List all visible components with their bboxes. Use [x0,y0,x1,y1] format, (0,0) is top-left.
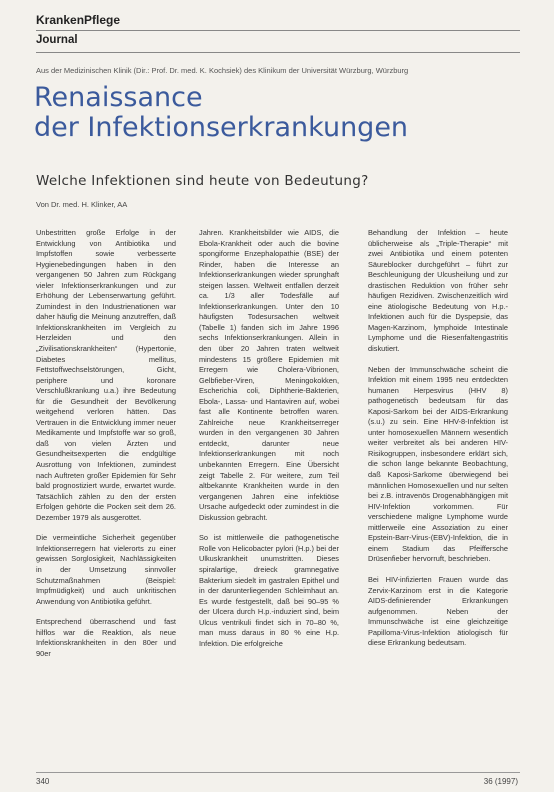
text-column-2 [199,228,339,659]
paragraph: Entsprechend überraschend und fast hilflos war die Reaktion, als neue Infektionskrankheiten in den 80er und 90er [36,617,176,658]
article-subtitle: Welche Infektionen sind heute von Bedeutung? [36,173,369,189]
paragraph: Bei HIV-infizierten Frauen wurde das Zervix-Karzinom erst in die Kategorie AIDS-definierender Erkrankungen aufgenommen. Neben der Immunschwäche ist eine gleichzeitige Papilloma-Virus-Infektion ätiologisch für diese Erkrankung bedeutsam. [368,574,508,648]
paragraph: Unbestritten große Erfolge in der Entwicklung von Antibiotika und Impfstoffen sowie verbesserte Hygienebedingungen haben in den vergangenen 50 Jahren zum Rückgang vieler Infektionserkrankungen und zur Erhöhung der Lebenserwartung geführt. Zumindest in den Industrienationen war daher häufig die Meinung anzutreffen, daß Infektionskrankheiten im Vergleich zu Herzleiden und den „Zivilisationskrankheiten“ (Hypertonie, Diabetes mellitus, Fettstoffwechselstörungen, Gicht, periphere und koronare Verschlußkrankung u.a.) ihre Bedeutung für die Gesundheit der Bevölkerung weitgehend verloren hätten. Das Vertrauen in die Entwicklung immer neuer Medikamente und Impfstoffe war so groß, daß von vielen Ärzten und Gesundheitsexperten die endgültige Ausrottung von Infektionen, zumindest nach Auftreten großer Epidemien für Sehr bald prognostiziert wurde, erwartet wurde. Tatsächlich zählen zu den der ersten Erfolgen gehörte die Pocken seit dem 26. Dezember 1979 als ausgerottet. [36,228,176,522]
title-line: der Infektionserkrankungen [34,112,409,143]
page-number: 340 [36,777,50,786]
author-line: Von Dr. med. H. Klinker, AA [36,200,128,209]
paragraph: Jahren. Krankheitsbilder wie AIDS, die Ebola-Krankheit oder auch die bovine spongiforme Enzephalopathie (BSE) der Rinder, haben die Interesse an Infektionserkrankungen wieder sprunghaft steigen lassen. Weltweit entfallen derzeit ca. 1/3 aller Todesfälle auf Infektionserkrankungen. Unter den 10 häufigsten Todesursachen weltweit (Tabelle 1) fanden sich im Jahre 1996 sechs Infektionserkrankungen. Allein in den über 20 Jahren traten weltweit mindestens 15 größere Epidemien mit Erregern wie Cholera-Vibrionen, Gelbfieber-Viren, Meningokokken, Escherichia coli, Diphtherie-Bakterien, Ebola-, Lassa- und Hantaviren auf, wobei fast alle Kontinente betroffen waren. Zahlreiche neue Krankheitserreger wurden in den vergangenen 30 Jahren entdeckt, darunter neue Infektionserkrankungen mit noch unbekannten Erregern. Eine Übersicht zeigt Tabelle 2. Für weitere, zum Teil altbekannte Krankheiten wurde in den vergangenen Jahren eine infektiöse Ursache aufgedeckt oder zumindest in die Diskussion gebracht. [199,228,339,522]
header-divider [36,30,520,31]
paragraph: Neben der Immunschwäche scheint die Infektion mit einem 1995 neu entdeckten humanen Herpesvirus (HHV 8) pathogenetisch bedeutsam für das Kaposi-Sarkom bei der AIDS-Erkrankung (s.u.) zu sein. Eine HHV-8-Infektion ist unter homosexuellen Männern wesentlich weiter verbreitet als bei anderen HIV-Risikogruppen, insbesondere erklärt sich, die schon lange bekannte Beobachtung, daß Kaposi-Sarkome überwiegend bei männlichen Homosexuellen und nur selten bei z.B. intravenös Drogenabhängigen mit HIV-Infektion vorkommen. Für verschiedene maligne Lymphome wurde mittlerweile eine Assoziation zu einer Epstein-Barr-Virus-(EBV)-Infektion, die in einem Stadium das Pfeiffersche Drüsenfieber hervorruft, beschrieben. [368,364,508,564]
footer-divider [36,772,520,773]
paragraph: Behandlung der Infektion – heute üblicherweise als „Triple-Therapie“ mit zwei Antibiotika und einem potenten Säureblocker durchgeführt – führt zur Beschleunigung der Ulcusheilung und zur drastischen Reduktion von früher sehr häufigen Rezidiven. Zwischenzeitlich wird eine ätiologische Bedeutung von H.p.-Infektionen auch für die Dyspepsie, das Magen-Karzinom, lymphoide Intestinale Lymphome und die Riesenfaltengastritis diskutiert. [368,228,508,354]
text-column-1 [36,228,176,669]
affiliation: Aus der Medizinischen Klinik (Dir.: Prof. Dr. med. K. Kochsiek) des Klinikum der Universität Würzburg, Würzburg [36,66,409,75]
journal-section: Journal [36,34,78,46]
text-column-3 [368,228,508,659]
article-title [34,83,408,143]
title-line: Renaissance [34,82,203,113]
section-divider [36,52,520,53]
journal-name: KrankenPflege [36,13,121,27]
paragraph: So ist mittlerweile die pathogenetische Rolle von Helicobacter pylori (H.p.) bei der Ulkuskrankheit unumstritten. Dieses spiralartige, dreieck gramnegative Bakterium siedelt im gastralen Epithel und in der darunterliegenden Schleimhaut an. Es wurde festgestellt, daß bei 90–95 % der Ulcera durch H.p.-induziert sind, beim Ulcus ventrikuli findet sich in 70–80 %, man muss daraus in 80 % eine H.p. Infektion. Die erfolgreiche [199,533,339,648]
paragraph: Die vermeintliche Sicherheit gegenüber Infektionserregern hat vielerorts zu einer gewissen Sorglosigkeit, Nachlässigkeiten in der Umsetzung sinnvoller Schutzmaßnahmen (Beispiel: Impfmüdigkeit) und auch unkritischen Anwendung von Antibiotika geführt. [36,533,176,606]
issue-number: 36 (1997) [483,777,518,786]
